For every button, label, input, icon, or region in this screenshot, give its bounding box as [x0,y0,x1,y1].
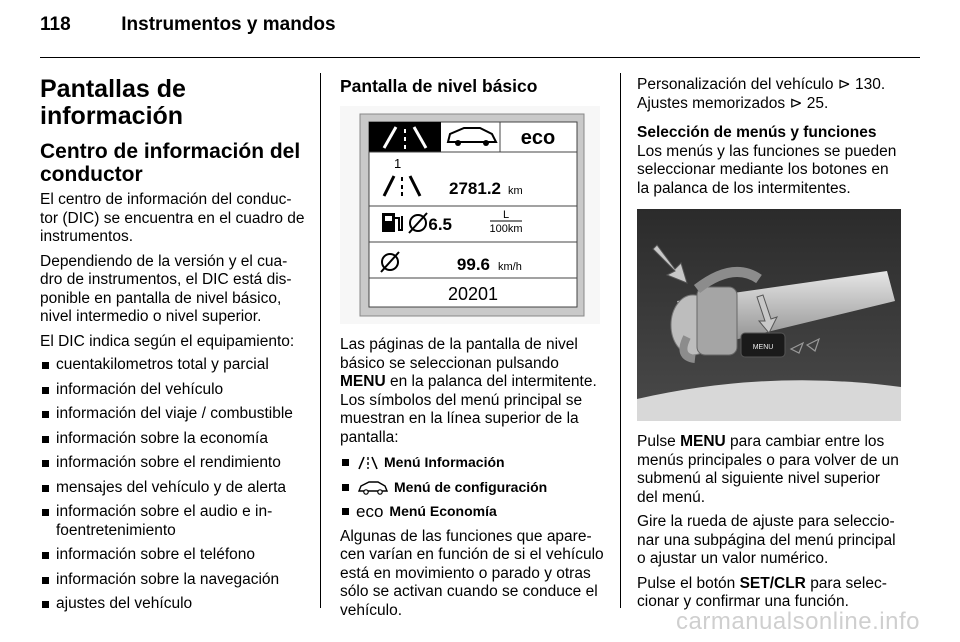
page-header [40,14,336,36]
set-clr-text [637,575,902,612]
distance-value: 2781.2 [449,179,501,198]
adjust-wheel-text: Gire la rueda de ajuste para seleccio- nar una subpágina del menú principal o ajustar un valor numérico. [637,513,896,567]
dic-intro: El centro de información del conduc- tor (DIC) se encuentra en el cuadro de instrumentos. [40,191,305,245]
text-segment: Las páginas de la pantalla de nivel básico se seleccionan pulsando [340,336,578,372]
list-item: información sobre la economía [40,430,305,449]
basic-display-heading: Pantalla de nivel básico [340,76,538,96]
turn-signal-stalk-illustration [637,209,901,421]
list-item: información sobre la navegación [40,571,305,590]
header-rule [40,57,920,58]
column-1 [40,76,305,620]
menu-label: Menú de configuración [394,478,548,495]
consumption-unit-bottom: 100km [489,223,523,235]
page-number: 118 [40,14,71,35]
eco-icon: eco [356,502,384,522]
dic-heading: Centro de información del conductor [40,140,301,186]
column-3 [637,76,902,618]
list-item: mensajes del vehículo y de alerta [40,479,305,498]
list-item: información sobre el audio e in- foentretenimiento [40,503,305,540]
list-item: información sobre el rendimiento [40,454,305,473]
menu-keyword: MENU [680,433,726,450]
stalk-figure [637,209,901,421]
chapter-title: Instrumentos y mandos [121,14,336,35]
speed-value: 99.6 [456,255,490,274]
menu-selection-heading: Selección de menús y funciones [637,124,877,141]
functions-note: Algunas de las funciones que apare- cen varían en función de si el vehículo está en movimiento o parado y otras sólo se activan cuando se conduce el vehículo. [340,527,604,619]
text-segment: en la palanca del intermitente. Los símbolos del menú principal se muestran en la línea superior de la pantalla: [340,373,597,446]
menu-keyword: MENU [340,373,386,390]
list-item: información del viaje / combustible [40,405,305,424]
list-item: información del vehículo [40,381,305,400]
consumption-value: 6.5 [428,215,452,234]
menu-selection-text: Los menús y las funciones se pueden seleccionar mediante los botones en la palanca de los intermitentes. [637,142,897,197]
section-heading: Pantallas de información [40,75,186,130]
vehicle-personalization-ref: Personalización del vehículo ⊳ 130. [637,76,886,93]
column-2 [340,76,605,626]
list-item: ajustes del vehículo [40,595,305,614]
menu-economy-item [340,502,605,522]
menu-info-item [340,453,605,472]
text-segment: para selec- cionar y confirmar una función. [637,574,887,610]
trip-number: 1 [394,156,402,171]
distance-unit: km [508,185,523,197]
list-item: información sobre el teléfono [40,546,305,565]
basic-display-illustration [340,106,600,324]
basic-display-figure [340,106,600,324]
car-icon [358,481,388,495]
eco-label: eco [520,127,556,149]
dic-equipment-intro: El DIC indica según el equipamiento: [40,332,295,350]
trip-road-icon [358,456,378,470]
text-segment: Pulse el botón [637,574,736,592]
dic-versions: Dependiendo de la versión y el cua- dro de instrumentos, el DIC está dis- ponible en pantalla de nivel básico, nivel intermedio o nivel superior. [40,252,292,325]
dic-feature-list [40,356,305,614]
menu-label: Menú Economía [389,503,497,519]
speed-unit: km/h [498,261,522,273]
menu-label: Menú Información [384,454,505,470]
basic-display-description [340,336,605,447]
menu-config-item [340,478,605,497]
memorized-settings-ref: Ajustes memorizados ⊳ 25. [637,94,829,112]
column-divider-2 [620,73,621,608]
stalk-menu-label: MENU [752,344,774,351]
consumption-unit-top: L [502,209,510,221]
text-segment: para cambiar entre los menús principales o para volver de un submenú al siguiente nivel superior del menú. [637,433,899,506]
watermark: carmanualsonline.info [676,608,920,635]
column-divider-1 [320,73,321,608]
text-segment: Pulse [637,433,676,450]
menu-button-text [637,433,902,507]
list-item: cuentakilometros total y parcial [40,356,305,375]
odometer-value: 20201 [447,284,499,304]
set-clr-keyword: SET/CLR [739,574,806,592]
